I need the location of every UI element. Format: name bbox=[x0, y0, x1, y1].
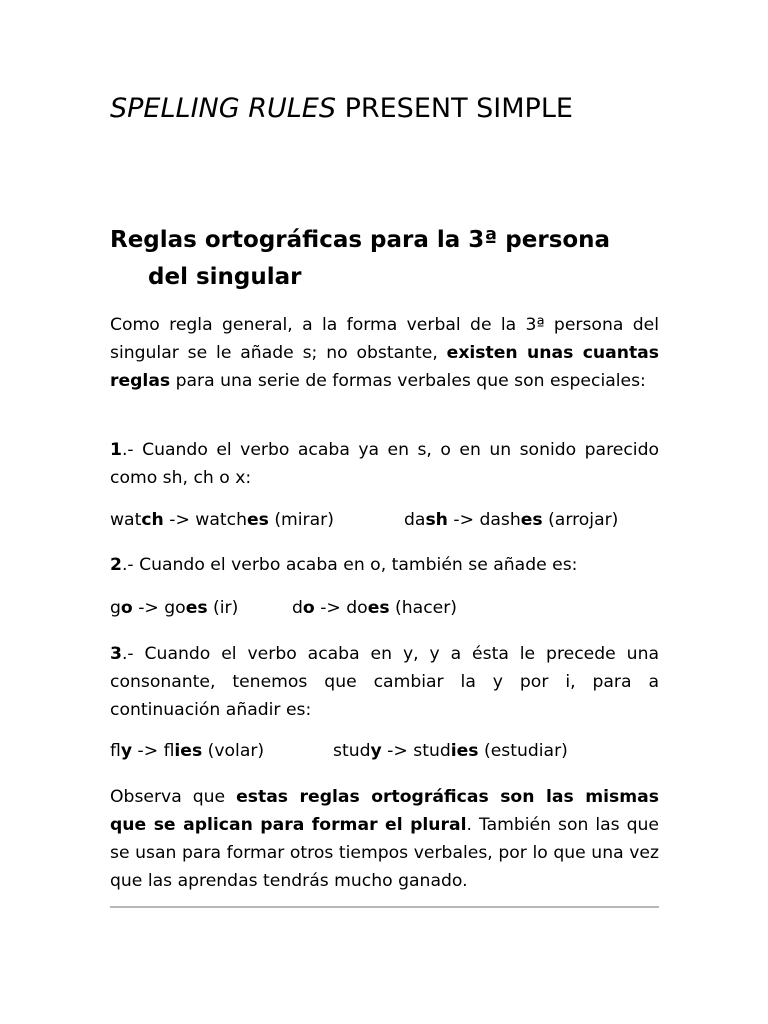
example-watch: watch -> watches (mirar) bbox=[110, 510, 334, 530]
rule-2-number: 2 bbox=[110, 555, 122, 575]
rule-3-number: 3 bbox=[110, 644, 122, 664]
rule-1: 1.- Cuando el verbo acaba ya en s, o en un sonido parecido como sh, ch o x: bbox=[110, 440, 659, 488]
title-rest: PRESENT SIMPLE bbox=[336, 93, 573, 124]
example-dash: dash -> dashes (arrojar) bbox=[404, 510, 619, 530]
intro-paragraph: Como regla general, a la forma verbal de la 3ª persona del singular se le añade s; no obstante, existen unas cuantas reglas para una serie de formas verbales que son especiales: bbox=[110, 315, 660, 391]
example-fly: fly -> flies (volar) bbox=[110, 741, 265, 761]
heading-line-2: del singular bbox=[148, 264, 302, 290]
page-title bbox=[110, 88, 659, 129]
intro-bold: existen unas cuantas reglas bbox=[110, 343, 660, 391]
rule-3: 3.- Cuando el verbo acaba en y, y a ésta le precede una consonante, tenemos que cambiar la y por i, para a continuación añadir es: bbox=[110, 644, 659, 720]
outro-bold: estas reglas ortográficas son las mismas que se aplican para formar el plural bbox=[110, 787, 659, 835]
example-row-3 bbox=[110, 737, 568, 765]
title-italic: SPELLING RULES bbox=[110, 93, 336, 124]
rule-1-number: 1 bbox=[110, 440, 122, 460]
bottom-divider bbox=[110, 906, 659, 908]
example-study: study -> studies (estudiar) bbox=[333, 741, 568, 761]
example-do: do -> does (hacer) bbox=[292, 598, 457, 618]
example-row-2 bbox=[110, 594, 457, 622]
heading-line-1: Reglas ortográficas para la 3ª persona bbox=[110, 227, 611, 253]
section-heading bbox=[110, 222, 659, 296]
example-go: go -> goes (ir) bbox=[110, 598, 239, 618]
outro-paragraph: Observa que estas reglas ortográficas son las mismas que se aplican para formar el plural. También son las que se usan para formar otros tiempos verbales, por lo que una vez que las aprendas tendrás mucho ganado. bbox=[110, 787, 659, 891]
example-row-1 bbox=[110, 506, 619, 534]
rule-2: 2.- Cuando el verbo acaba en o, también se añade es: bbox=[110, 555, 578, 575]
